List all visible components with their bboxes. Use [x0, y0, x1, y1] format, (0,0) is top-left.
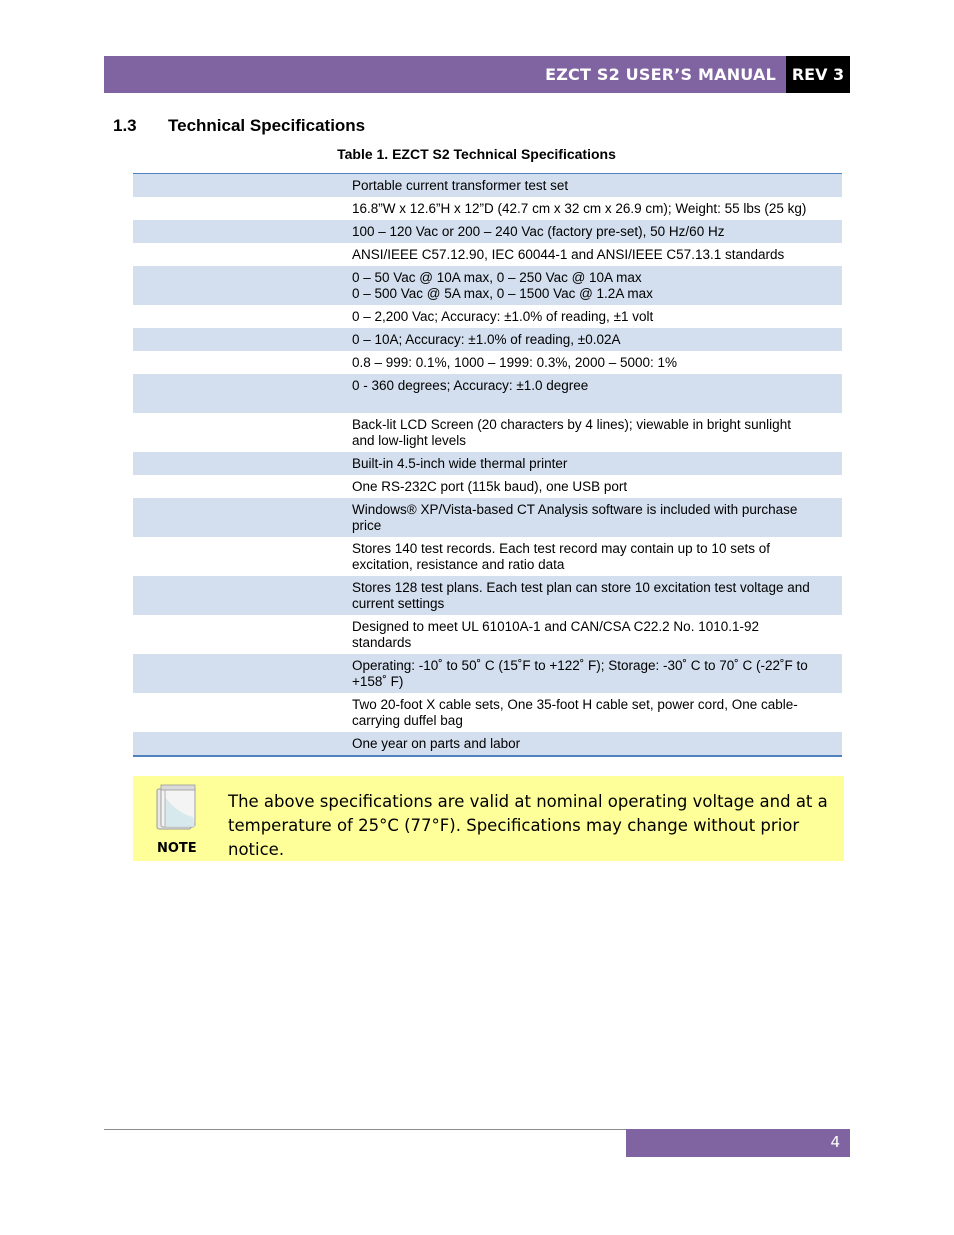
spec-value-line: 0 – 500 Vac @ 5A max, 0 – 1500 Vac @ 1.2A max: [352, 286, 653, 301]
table-row: [133, 654, 842, 693]
spec-value-line: excitation, resistance and ratio data: [352, 557, 565, 572]
spec-value-line: 16.8”W x 12.6”H x 12”D (42.7 cm x 32 cm x 26.9 cm); Weight: 55 lbs (25 kg): [352, 201, 807, 216]
table-row: [133, 537, 842, 576]
spec-value-line: One RS-232C port (115k baud), one USB port: [352, 479, 628, 494]
spec-label: [133, 537, 344, 576]
footer-bar: [626, 1129, 850, 1157]
spec-value: [344, 498, 805, 537]
spec-label: [133, 220, 344, 243]
spec-value: [344, 693, 806, 732]
spec-value: [344, 266, 661, 305]
table-row: [133, 374, 842, 413]
spec-label: [133, 576, 344, 615]
spec-value-line: and low-light levels: [352, 433, 467, 448]
spec-value-line: price: [352, 518, 382, 533]
table-row: [133, 220, 842, 243]
spec-value-line: Built-in 4.5-inch wide thermal printer: [352, 456, 568, 471]
table-row: [133, 413, 842, 452]
spec-value-line: carrying duffel bag: [352, 713, 463, 728]
spec-value-line: 0 – 50 Vac @ 10A max, 0 – 250 Vac @ 10A max: [352, 270, 642, 285]
spec-value-line: 0 - 360 degrees; Accuracy: ±1.0 degree: [352, 378, 589, 393]
spec-value-line: ANSI/IEEE C57.12.90, IEC 60044-1 and ANSI/IEEE C57.13.1 standards: [352, 247, 785, 262]
spec-value-line: Stores 140 test records. Each test record may contain up to 10 sets of: [352, 541, 770, 556]
spec-label: [133, 305, 344, 328]
spec-value-line: Windows® XP/Vista-based CT Analysis software is included with purchase: [352, 502, 798, 517]
table-row: [133, 693, 842, 732]
spec-value: [344, 174, 576, 197]
spec-value-line: Designed to meet UL 61010A-1 and CAN/CSA C22.2 No. 1010.1-92: [352, 619, 759, 634]
note-box: [133, 776, 844, 861]
spec-value-line: One year on parts and labor: [352, 736, 521, 751]
page-number: 4: [830, 1133, 840, 1151]
spec-label: [133, 328, 344, 351]
spec-value-line: Operating: -10˚ to 50˚ C (15˚F to +122˚ F); Storage: -30˚ C to 70˚ C (-22˚F to: [352, 658, 808, 673]
spec-value: [344, 537, 778, 576]
spec-value-line: [352, 394, 588, 410]
table-row: [133, 243, 842, 266]
table-row: [133, 498, 842, 537]
spec-value: [344, 243, 792, 266]
table-row: [133, 328, 842, 351]
table-row: [133, 732, 842, 755]
spec-value: [344, 732, 528, 755]
spec-value: [344, 452, 575, 475]
spec-value: [344, 197, 814, 220]
spec-label: [133, 452, 344, 475]
table-row: [133, 351, 842, 374]
table-row: [133, 452, 842, 475]
section-title: Technical Specifications: [168, 116, 366, 135]
note-text: The above specifications are valid at nominal operating voltage and at a temperature of 25°C (77°F). Specifications may change without prior notice.: [228, 792, 828, 859]
spec-label: [133, 615, 344, 654]
spec-value-line: +158˚ F): [352, 674, 404, 689]
table-row: [133, 475, 842, 498]
revision-badge: REV 3: [786, 56, 850, 93]
spec-value-line: 0.8 – 999: 0.1%, 1000 – 1999: 0.3%, 2000 – 5000: 1%: [352, 355, 678, 370]
spec-label: [133, 374, 344, 413]
spec-value-line: Two 20-foot X cable sets, One 35-foot H cable set, power cord, One cable-: [352, 697, 798, 712]
spec-label: [133, 413, 344, 452]
header-bar: [104, 56, 786, 93]
spec-label: [133, 693, 344, 732]
spec-value: [344, 328, 628, 351]
spec-value-line: 0 – 2,200 Vac; Accuracy: ±1.0% of reading, ±1 volt: [352, 309, 654, 324]
spec-value: [344, 654, 816, 693]
spec-label: [133, 498, 344, 537]
spec-value-line: 0 – 10A; Accuracy: ±1.0% of reading, ±0.02A: [352, 332, 621, 347]
note-label: NOTE: [157, 841, 197, 856]
spec-value: [344, 374, 596, 413]
spec-label: [133, 732, 344, 755]
spec-value: [344, 576, 818, 615]
notepad-icon: [151, 783, 203, 833]
spec-label: [133, 351, 344, 374]
table-row: [133, 305, 842, 328]
spec-value: [344, 413, 799, 452]
spec-label: [133, 197, 344, 220]
spec-value-line: current settings: [352, 596, 445, 611]
table-row: [133, 174, 842, 197]
spec-value: [344, 351, 685, 374]
spec-value: [344, 615, 767, 654]
spec-value: [344, 305, 661, 328]
spec-label: [133, 174, 344, 197]
section-number: 1.3: [113, 116, 137, 135]
spec-value-line: 100 – 120 Vac or 200 – 240 Vac (factory pre-set), 50 Hz/60 Hz: [352, 224, 725, 239]
spec-value-line: Stores 128 test plans. Each test plan can store 10 excitation test voltage and: [352, 580, 810, 595]
spec-value-line: Back-lit LCD Screen (20 characters by 4 lines); viewable in bright sunlight: [352, 417, 791, 432]
spec-table: [133, 173, 842, 757]
table-row: [133, 615, 842, 654]
spec-value: [344, 220, 732, 243]
table-row: [133, 266, 842, 305]
spec-label: [133, 243, 344, 266]
spec-value-line: standards: [352, 635, 412, 650]
table-caption: Table 1. EZCT S2 Technical Specifications: [337, 146, 616, 162]
manual-title: EZCT S2 USER’S MANUAL: [545, 65, 776, 84]
table-row: [133, 576, 842, 615]
footer-divider: [104, 1129, 626, 1130]
spec-value: [344, 475, 635, 498]
spec-label: [133, 266, 344, 305]
table-row: [133, 197, 842, 220]
spec-value-line: Portable current transformer test set: [352, 178, 569, 193]
spec-label: [133, 654, 344, 693]
spec-label: [133, 475, 344, 498]
